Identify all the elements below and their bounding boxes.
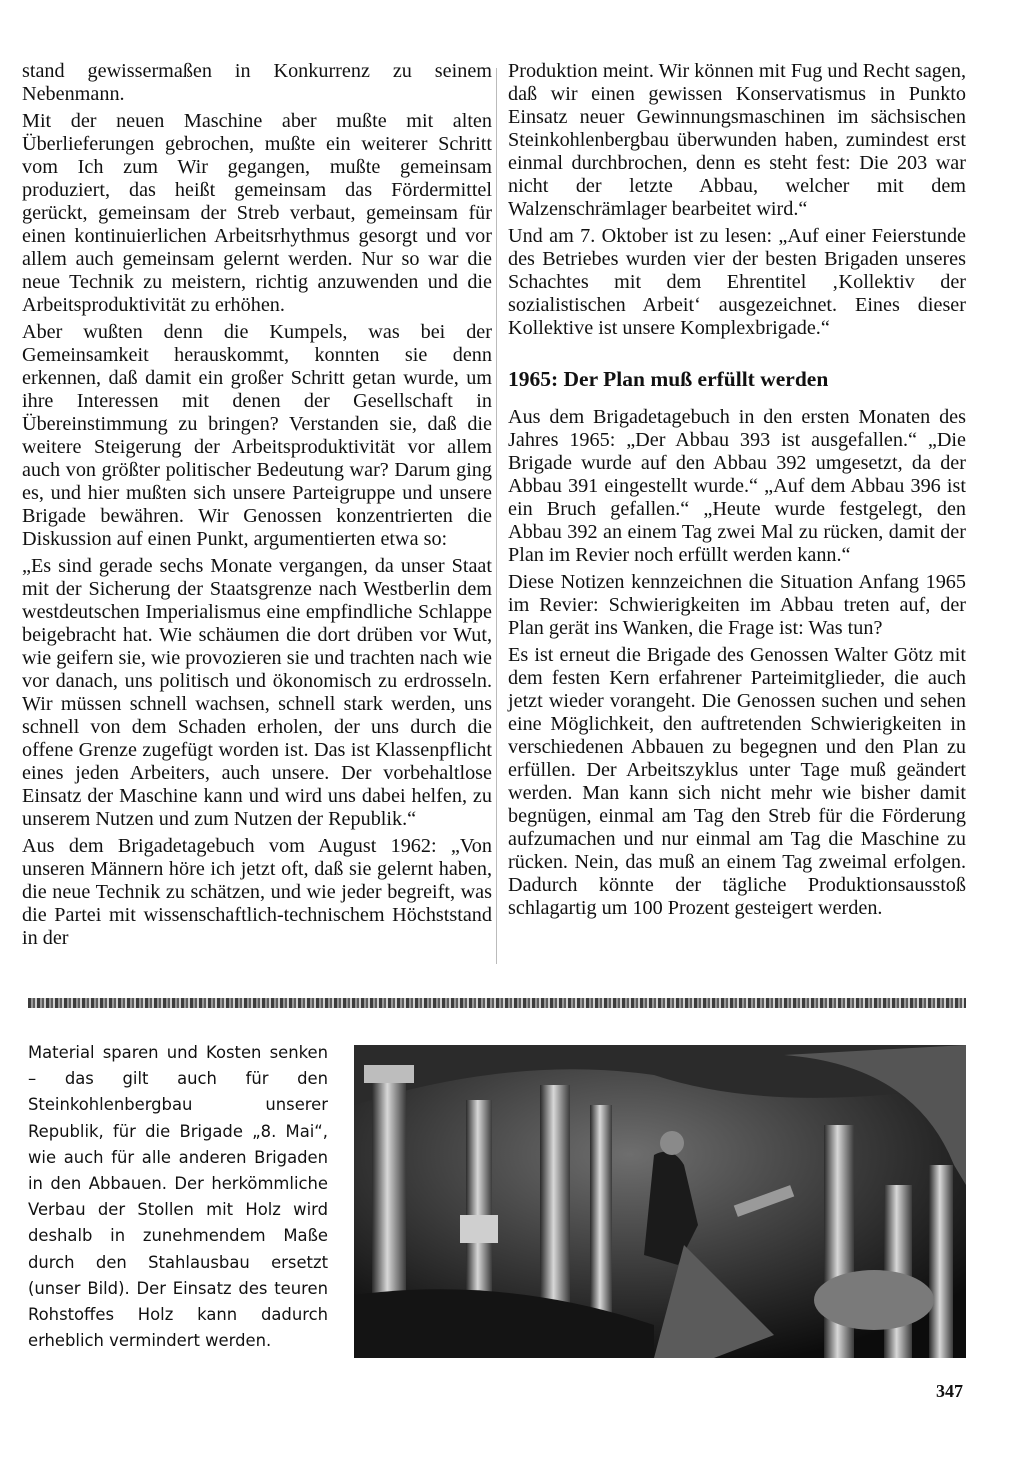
photo-caption: Material sparen und Kosten senken – das gilt auch für den Steinkohlenbergbau unserer Republik, für die Brigade „8. Mai“, wie auch für alle anderen Brigaden in den Abbauen. Der herkömmliche Verbau der Stollen mit Holz wird deshalb in zunehmendem Maße durch den Stahlausbau ersetzt (unser Bild). Der Einsatz des teuren Rohstoffes Holz kann dadurch erheblich vermindert werden. [28,1043,328,1351]
right-paragraph-4: Diese Notizen kennzeichnen die Situation Anfang 1965 im Revier: Schwierigkeiten im Abbau treten auf, der Plan gerät ins Wanken, die Frage ist: Was tun? [508,571,966,639]
left-text-column [22,60,492,954]
right-paragraph-3: Aus dem Brigadetagebuch in den ersten Monaten des Jahres 1965: „Der Abbau 393 ist ausgefallen.“ „Die Brigade wurde auf den Abbau 392 umgesetzt, da der Abbau 391 eingestellt wurde.“ „Auf dem Abbau 396 ist ein Bruch gefallen.“ „Heute wurde festgelegt, den Abbau 392 an einem Tag zwei Mal zu rücken, damit der Plan im Revier noch erfüllt werden kann.“ [508,406,966,566]
section-heading: 1965: Der Plan muß erfüllt werden [508,367,829,391]
right-paragraph-5: Es ist erneut die Brigade des Genossen Walter Götz mit dem festen Kern erfahrener Parteimitglieder, die auch jetzt wieder vorangeht. Die Genossen suchen und sehen eine Möglichkeit, den auftretenden Schwierigkeiten in verschiedenen Abbauen zu begegnen und den Plan zu erfüllen. Der Arbeitszyklus unter Tage muß geändert werden. Man kann sich nicht mehr wie bisher damit begnügen, einmal am Tag den Streb für die Förderung aufzumachen und nur einmal am Tag die Maschine zu rücken. Nein, das muß an einem Tag zweimal erfolgen. Dadurch könnte der tägliche Produktionsausstoß schlagartig um 100 Prozent gesteigert werden. [508,644,966,919]
mine-steel-support-photo [354,1045,966,1358]
right-paragraph-1: Produktion meint. Wir können mit Fug und Recht sagen, daß wir einen gewissen Konservatismus in Punkto Einsatz neuer Gewinnungsmaschinen im sächsischen Steinkohlenbergbau überwunden haben, zumindest erst einmal durchbrochen, denn es steht fest: Die 203 war nicht der letzte Abbau, welcher mit dem Walzenschrämlager bearbeitet wird.“ [508,60,966,220]
left-paragraph-1: stand gewissermaßen in Konkurrenz zu seinem Nebenmann. [22,60,492,105]
left-paragraph-2: Mit der neuen Maschine aber mußte mit alten Überlieferungen gebrochen, mußte ein weiterer Schritt vom Ich zum Wir gegangen, mußte gemeinsam produziert, das heißt gemeinsam das Fördermittel gerückt, gemeinsam der Streb verbaut, gemeinsam für einen kontinuierlichen Arbeitsrhythmus gesorgt und vor allem auch gemeinsam gelernt werden. Nur so war die neue Technik zu meistern, richtig anzuwenden und die Arbeitsproduktivität zu erhöhen. [22,110,492,316]
left-paragraph-4: „Es sind gerade sechs Monate vergangen, da unser Staat mit der Sicherung der Staatsgrenze nach Westberlin dem westdeutschen Imperialismus eine empfindliche Schlappe beigebracht hat. Wie schäumen die dort drüben vor Wut, wie geifern sie, wie provozieren sie und trachten nach wie vor danach, uns politisch und ökonomisch zu erdrosseln. Wir müssen schnell wachsen, schnell stark werden, uns schnell von dem Schaden erholen, der uns durch die offene Grenze zugefügt worden ist. Das ist Klassenpflicht eines jeden Arbeiters, auch unsere. Der vorbehaltlose Einsatz der Maschine kann und wird uns dabei helfen, zu unserem Nutzen und zum Nutzen der Republik.“ [22,555,492,830]
right-text-column [508,60,966,924]
page-number: 347 [936,1381,963,1401]
right-paragraph-2: Und am 7. Oktober ist zu lesen: „Auf einer Feierstunde des Betriebes wurden vier der besten Brigaden unseres Schachtes mit dem Ehrentitel ‚Kollektiv der sozialistischen Arbeit‘ ausgezeichnet. Eines dieser Kollektive ist unsere Komplexbrigade.“ [508,225,966,339]
column-divider-line [496,68,497,964]
halftone-divider-bar [28,998,966,1008]
photo-illustration [354,1045,966,1358]
left-paragraph-5: Aus dem Brigadetagebuch vom August 1962: „Von unseren Männern höre ich jetzt oft, daß sie gelernt haben, die neue Technik zu schätzen, und wie jeder begreift, was die Partei mit wissenschaftlich-technischem Höchststand in der [22,835,492,949]
left-paragraph-3: Aber wußten denn die Kumpels, was bei der Gemeinsamkeit herauskommt, konnten sie denn erkennen, daß damit ein großer Schritt getan wurde, um ihre Interessen mit denen der Gesellschaft in Übereinstimmung zu bringen? Verstanden sie, daß die weitere Steigerung der Arbeitsproduktivität vor allem auch von größter politischer Bedeutung war? Darum ging es, und hier mußten sich unsere Parteigruppe und unsere Brigade bewähren. Wir Genossen konzentrierten die Diskussion auf einen Punkt, argumentierten etwa so: [22,321,492,550]
